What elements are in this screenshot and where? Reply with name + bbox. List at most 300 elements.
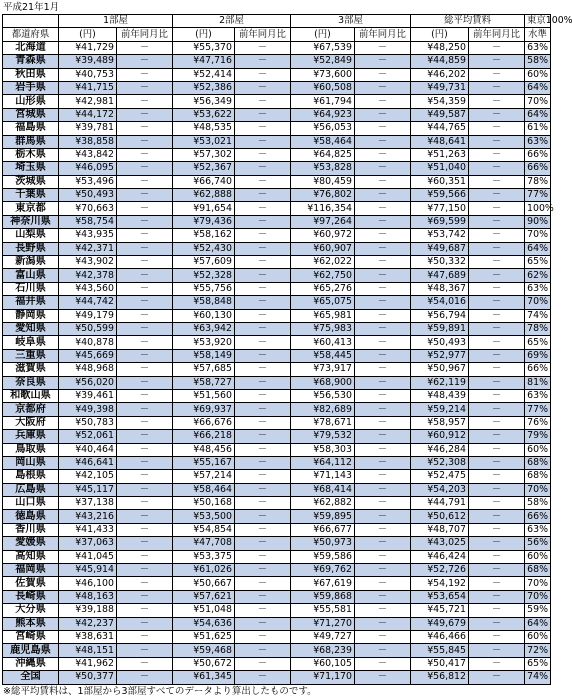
header-yoy: 前年同月比 [355, 28, 411, 41]
rent-3room-cell: ¥60,907 [291, 242, 355, 255]
tokyo-ratio-cell: 70% [525, 296, 551, 309]
rent-3room-cell: ¥60,105 [291, 657, 355, 670]
yoy-2room-cell: － [235, 309, 291, 322]
rent-average-cell: ¥54,203 [411, 483, 469, 496]
rent-3room-cell: ¥59,895 [291, 510, 355, 523]
yoy-2room-cell: － [235, 550, 291, 563]
prefecture-cell: 茨城県 [3, 175, 59, 188]
yoy-average-cell: － [469, 389, 525, 402]
table-row [3, 135, 551, 148]
rent-average-cell: ¥62,119 [411, 376, 469, 389]
header-yen: (円) [411, 28, 469, 41]
rent-average-cell: ¥46,202 [411, 68, 469, 81]
table-row [3, 148, 551, 161]
yoy-3room-cell: － [355, 135, 411, 148]
rent-average-cell: ¥50,612 [411, 510, 469, 523]
yoy-1room-cell: － [117, 336, 173, 349]
rent-2room-cell: ¥53,375 [173, 550, 235, 563]
table-row [3, 497, 551, 510]
yoy-average-cell: － [469, 537, 525, 550]
header-group-2room: 2部屋 [173, 15, 291, 28]
rent-3room-cell: ¥78,671 [291, 416, 355, 429]
rent-3room-cell: ¥71,270 [291, 617, 355, 630]
rent-3room-cell: ¥62,750 [291, 269, 355, 282]
prefecture-cell: 沖縄県 [3, 657, 59, 670]
rent-3room-cell: ¥67,539 [291, 41, 355, 54]
rent-1room-cell: ¥49,179 [59, 309, 117, 322]
rent-1room-cell: ¥50,493 [59, 189, 117, 202]
rent-1room-cell: ¥70,663 [59, 202, 117, 215]
rent-1room-cell: ¥42,237 [59, 617, 117, 630]
tokyo-ratio-cell: 63% [525, 135, 551, 148]
yoy-1room-cell: － [117, 41, 173, 54]
prefecture-cell: 群馬県 [3, 135, 59, 148]
table-row [3, 523, 551, 536]
rent-average-cell: ¥43,025 [411, 537, 469, 550]
rent-1room-cell: ¥44,742 [59, 296, 117, 309]
yoy-1room-cell: － [117, 510, 173, 523]
table-row [3, 550, 551, 563]
tokyo-ratio-cell: 68% [525, 564, 551, 577]
yoy-2room-cell: － [235, 604, 291, 617]
yoy-1room-cell: － [117, 604, 173, 617]
yoy-3room-cell: － [355, 122, 411, 135]
yoy-2room-cell: － [235, 135, 291, 148]
prefecture-cell: 山形県 [3, 95, 59, 108]
tokyo-ratio-cell: 64% [525, 242, 551, 255]
rent-average-cell: ¥49,587 [411, 108, 469, 121]
yoy-average-cell: － [469, 470, 525, 483]
yoy-3room-cell: － [355, 403, 411, 416]
yoy-3room-cell: － [355, 269, 411, 282]
prefecture-cell: 福井県 [3, 296, 59, 309]
rent-2room-cell: ¥52,328 [173, 269, 235, 282]
tokyo-ratio-cell: 70% [525, 577, 551, 590]
rent-2room-cell: ¥60,130 [173, 309, 235, 322]
yoy-3room-cell: － [355, 282, 411, 295]
table-row [3, 229, 551, 242]
prefecture-cell: 神奈川県 [3, 215, 59, 228]
prefecture-cell: 山口県 [3, 497, 59, 510]
rent-2room-cell: ¥57,609 [173, 256, 235, 269]
rent-3room-cell: ¥80,459 [291, 175, 355, 188]
rent-1room-cell: ¥48,151 [59, 644, 117, 657]
yoy-2room-cell: － [235, 376, 291, 389]
tokyo-ratio-cell: 59% [525, 604, 551, 617]
yoy-2room-cell: － [235, 430, 291, 443]
table-row [3, 644, 551, 657]
yoy-average-cell: － [469, 309, 525, 322]
yoy-average-cell: － [469, 430, 525, 443]
rent-2room-cell: ¥58,162 [173, 229, 235, 242]
rent-3room-cell: ¥66,677 [291, 523, 355, 536]
yoy-average-cell: － [469, 242, 525, 255]
prefecture-cell: 岡山県 [3, 456, 59, 469]
yoy-2room-cell: － [235, 510, 291, 523]
yoy-average-cell: － [469, 135, 525, 148]
rent-1room-cell: ¥46,095 [59, 162, 117, 175]
rent-2room-cell: ¥52,430 [173, 242, 235, 255]
rent-2room-cell: ¥47,716 [173, 55, 235, 68]
yoy-2room-cell: － [235, 296, 291, 309]
table-row [3, 657, 551, 670]
table-row [3, 363, 551, 376]
tokyo-ratio-cell: 66% [525, 510, 551, 523]
prefecture-cell: 高知県 [3, 550, 59, 563]
yoy-average-cell: － [469, 108, 525, 121]
prefecture-cell: 広島県 [3, 483, 59, 496]
yoy-2room-cell: － [235, 282, 291, 295]
yoy-3room-cell: － [355, 55, 411, 68]
yoy-1room-cell: － [117, 256, 173, 269]
table-row [3, 416, 551, 429]
rent-average-cell: ¥48,707 [411, 523, 469, 536]
yoy-3room-cell: － [355, 604, 411, 617]
table-row [3, 671, 551, 684]
rent-2room-cell: ¥61,345 [173, 671, 235, 684]
rent-3room-cell: ¥64,112 [291, 456, 355, 469]
prefecture-cell: 愛知県 [3, 322, 59, 335]
yoy-3room-cell: － [355, 550, 411, 563]
tokyo-ratio-cell: 56% [525, 537, 551, 550]
yoy-3room-cell: － [355, 416, 411, 429]
rent-2room-cell: ¥57,214 [173, 470, 235, 483]
yoy-average-cell: － [469, 550, 525, 563]
yoy-1room-cell: － [117, 389, 173, 402]
yoy-average-cell: － [469, 122, 525, 135]
rent-average-cell: ¥48,439 [411, 389, 469, 402]
tokyo-ratio-cell: 65% [525, 657, 551, 670]
yoy-1room-cell: － [117, 269, 173, 282]
rent-3room-cell: ¥71,170 [291, 671, 355, 684]
tokyo-ratio-cell: 79% [525, 430, 551, 443]
rent-3room-cell: ¥65,276 [291, 282, 355, 295]
tokyo-ratio-cell: 60% [525, 550, 551, 563]
rent-3room-cell: ¥73,600 [291, 68, 355, 81]
yoy-2room-cell: － [235, 590, 291, 603]
rent-3room-cell: ¥65,075 [291, 296, 355, 309]
yoy-average-cell: － [469, 483, 525, 496]
yoy-average-cell: － [469, 497, 525, 510]
yoy-2room-cell: － [235, 523, 291, 536]
rent-2room-cell: ¥52,367 [173, 162, 235, 175]
table-row [3, 590, 551, 603]
yoy-1room-cell: － [117, 564, 173, 577]
rent-1room-cell: ¥43,560 [59, 282, 117, 295]
footnote: ※総平均賃料は、1部屋から3部屋すべてのデータより算出したものです。 [3, 686, 317, 697]
table-row [3, 108, 551, 121]
yoy-average-cell: － [469, 95, 525, 108]
rent-2room-cell: ¥55,756 [173, 282, 235, 295]
yoy-average-cell: － [469, 510, 525, 523]
yoy-2room-cell: － [235, 416, 291, 429]
yoy-3room-cell: － [355, 470, 411, 483]
yoy-3room-cell: － [355, 189, 411, 202]
tokyo-ratio-cell: 64% [525, 617, 551, 630]
prefecture-cell: 愛媛県 [3, 537, 59, 550]
yoy-1room-cell: － [117, 282, 173, 295]
rent-1room-cell: ¥42,378 [59, 269, 117, 282]
rent-average-cell: ¥45,721 [411, 604, 469, 617]
rent-3room-cell: ¥116,354 [291, 202, 355, 215]
yoy-1room-cell: － [117, 403, 173, 416]
table-row [3, 282, 551, 295]
yoy-2room-cell: － [235, 497, 291, 510]
rent-3room-cell: ¥68,900 [291, 376, 355, 389]
table-row [3, 564, 551, 577]
header-yen: (円) [173, 28, 235, 41]
yoy-2room-cell: － [235, 671, 291, 684]
prefecture-cell: 佐賀県 [3, 577, 59, 590]
rent-average-cell: ¥51,040 [411, 162, 469, 175]
tokyo-ratio-cell: 70% [525, 95, 551, 108]
yoy-average-cell: － [469, 81, 525, 94]
rent-average-cell: ¥55,845 [411, 644, 469, 657]
yoy-average-cell: － [469, 269, 525, 282]
prefecture-cell: 鳥取県 [3, 443, 59, 456]
tokyo-ratio-cell: 69% [525, 349, 551, 362]
rent-average-cell: ¥53,654 [411, 590, 469, 603]
yoy-3room-cell: － [355, 630, 411, 643]
rent-average-cell: ¥52,475 [411, 470, 469, 483]
prefecture-cell: 石川県 [3, 282, 59, 295]
prefecture-cell: 富山県 [3, 269, 59, 282]
yoy-3room-cell: － [355, 296, 411, 309]
tokyo-ratio-cell: 65% [525, 256, 551, 269]
rent-2room-cell: ¥66,218 [173, 430, 235, 443]
yoy-1room-cell: － [117, 108, 173, 121]
tokyo-ratio-cell: 61% [525, 122, 551, 135]
yoy-1room-cell: － [117, 523, 173, 536]
table-row [3, 577, 551, 590]
rent-1room-cell: ¥58,754 [59, 215, 117, 228]
rent-2room-cell: ¥57,302 [173, 148, 235, 161]
table-row [3, 604, 551, 617]
tokyo-ratio-cell: 66% [525, 162, 551, 175]
yoy-2room-cell: － [235, 162, 291, 175]
yoy-2room-cell: － [235, 148, 291, 161]
rent-2room-cell: ¥53,500 [173, 510, 235, 523]
prefecture-cell: 奈良県 [3, 376, 59, 389]
tokyo-ratio-cell: 66% [525, 363, 551, 376]
header-yen: (円) [59, 28, 117, 41]
table-row [3, 175, 551, 188]
rent-average-cell: ¥48,250 [411, 41, 469, 54]
yoy-1room-cell: － [117, 630, 173, 643]
yoy-1room-cell: － [117, 470, 173, 483]
rent-1room-cell: ¥46,100 [59, 577, 117, 590]
rent-table [2, 14, 573, 685]
rent-average-cell: ¥58,957 [411, 416, 469, 429]
tokyo-ratio-cell: 62% [525, 269, 551, 282]
tokyo-ratio-cell: 64% [525, 81, 551, 94]
tokyo-ratio-cell: 64% [525, 108, 551, 121]
prefecture-cell: 長野県 [3, 242, 59, 255]
table-row [3, 349, 551, 362]
rent-1room-cell: ¥41,729 [59, 41, 117, 54]
rent-3room-cell: ¥68,414 [291, 483, 355, 496]
rent-average-cell: ¥49,687 [411, 242, 469, 255]
yoy-2room-cell: － [235, 389, 291, 402]
table-row [3, 470, 551, 483]
rent-average-cell: ¥47,689 [411, 269, 469, 282]
yoy-3room-cell: － [355, 215, 411, 228]
rent-average-cell: ¥69,599 [411, 215, 469, 228]
yoy-1room-cell: － [117, 430, 173, 443]
yoy-1room-cell: － [117, 202, 173, 215]
tokyo-ratio-cell: 63% [525, 282, 551, 295]
yoy-1room-cell: － [117, 215, 173, 228]
tokyo-ratio-cell: 58% [525, 55, 551, 68]
header-yoy: 前年同月比 [117, 28, 173, 41]
yoy-1room-cell: － [117, 483, 173, 496]
yoy-3room-cell: － [355, 309, 411, 322]
yoy-3room-cell: － [355, 564, 411, 577]
yoy-1room-cell: － [117, 443, 173, 456]
prefecture-cell: 北海道 [3, 41, 59, 54]
tokyo-ratio-cell: 68% [525, 470, 551, 483]
yoy-3room-cell: － [355, 657, 411, 670]
yoy-3room-cell: － [355, 95, 411, 108]
header-row-groups [3, 15, 551, 28]
rent-1room-cell: ¥41,715 [59, 81, 117, 94]
rent-3room-cell: ¥68,239 [291, 644, 355, 657]
rent-1room-cell: ¥39,461 [59, 389, 117, 402]
tokyo-ratio-cell: 90% [525, 215, 551, 228]
rent-3room-cell: ¥76,802 [291, 189, 355, 202]
tokyo-ratio-cell: 81% [525, 376, 551, 389]
yoy-1room-cell: － [117, 349, 173, 362]
tokyo-ratio-cell: 63% [525, 389, 551, 402]
yoy-1room-cell: － [117, 550, 173, 563]
yoy-average-cell: － [469, 443, 525, 456]
yoy-average-cell: － [469, 617, 525, 630]
rent-2room-cell: ¥50,672 [173, 657, 235, 670]
rent-2room-cell: ¥91,654 [173, 202, 235, 215]
rent-2room-cell: ¥58,464 [173, 483, 235, 496]
prefecture-cell: 熊本県 [3, 617, 59, 630]
yoy-1room-cell: － [117, 671, 173, 684]
rent-average-cell: ¥48,367 [411, 282, 469, 295]
yoy-1room-cell: － [117, 55, 173, 68]
rent-3room-cell: ¥62,882 [291, 497, 355, 510]
tokyo-ratio-cell: 68% [525, 456, 551, 469]
tokyo-ratio-cell: 78% [525, 322, 551, 335]
yoy-2room-cell: － [235, 336, 291, 349]
prefecture-cell: 福岡県 [3, 564, 59, 577]
tokyo-ratio-cell: 77% [525, 189, 551, 202]
table-row [3, 483, 551, 496]
rent-1room-cell: ¥46,641 [59, 456, 117, 469]
rent-1room-cell: ¥43,216 [59, 510, 117, 523]
rent-3room-cell: ¥64,825 [291, 148, 355, 161]
rent-3room-cell: ¥58,464 [291, 135, 355, 148]
rent-average-cell: ¥49,679 [411, 617, 469, 630]
yoy-3room-cell: － [355, 148, 411, 161]
table-row [3, 55, 551, 68]
prefecture-cell: 宮崎県 [3, 630, 59, 643]
rent-average-cell: ¥54,016 [411, 296, 469, 309]
yoy-3room-cell: － [355, 242, 411, 255]
rent-average-cell: ¥44,859 [411, 55, 469, 68]
yoy-3room-cell: － [355, 537, 411, 550]
rent-1room-cell: ¥37,063 [59, 537, 117, 550]
yoy-2room-cell: － [235, 189, 291, 202]
rent-2room-cell: ¥54,854 [173, 523, 235, 536]
header-prefecture: 都道府県 [3, 28, 59, 41]
tokyo-ratio-cell: 65% [525, 336, 551, 349]
rent-1room-cell: ¥40,878 [59, 336, 117, 349]
yoy-1room-cell: － [117, 148, 173, 161]
yoy-2room-cell: － [235, 322, 291, 335]
prefecture-cell: 秋田県 [3, 68, 59, 81]
yoy-2room-cell: － [235, 456, 291, 469]
table-row [3, 95, 551, 108]
rent-1room-cell: ¥52,061 [59, 430, 117, 443]
rent-2room-cell: ¥69,937 [173, 403, 235, 416]
yoy-3room-cell: － [355, 108, 411, 121]
tokyo-ratio-cell: 70% [525, 229, 551, 242]
yoy-3room-cell: － [355, 41, 411, 54]
table-row [3, 296, 551, 309]
rent-3room-cell: ¥79,532 [291, 430, 355, 443]
yoy-3room-cell: － [355, 590, 411, 603]
yoy-1room-cell: － [117, 162, 173, 175]
prefecture-cell: 大阪府 [3, 416, 59, 429]
header-yoy: 前年同月比 [235, 28, 291, 41]
rent-3room-cell: ¥60,972 [291, 229, 355, 242]
rent-2room-cell: ¥57,685 [173, 363, 235, 376]
table-row [3, 189, 551, 202]
rent-3room-cell: ¥75,983 [291, 322, 355, 335]
rent-average-cell: ¥50,417 [411, 657, 469, 670]
yoy-3room-cell: － [355, 256, 411, 269]
tokyo-ratio-cell: 60% [525, 68, 551, 81]
rent-3room-cell: ¥59,868 [291, 590, 355, 603]
rent-3room-cell: ¥67,619 [291, 577, 355, 590]
prefecture-cell: 新潟県 [3, 256, 59, 269]
rent-1room-cell: ¥39,489 [59, 55, 117, 68]
yoy-1room-cell: － [117, 376, 173, 389]
rent-1room-cell: ¥43,842 [59, 148, 117, 161]
yoy-2room-cell: － [235, 242, 291, 255]
rent-2room-cell: ¥54,636 [173, 617, 235, 630]
rent-3room-cell: ¥55,581 [291, 604, 355, 617]
rent-average-cell: ¥50,332 [411, 256, 469, 269]
rent-3room-cell: ¥62,022 [291, 256, 355, 269]
rent-2room-cell: ¥62,888 [173, 189, 235, 202]
rent-1room-cell: ¥39,188 [59, 604, 117, 617]
rent-2room-cell: ¥52,386 [173, 81, 235, 94]
yoy-2room-cell: － [235, 229, 291, 242]
table-row [3, 215, 551, 228]
yoy-1room-cell: － [117, 456, 173, 469]
tokyo-ratio-cell: 58% [525, 497, 551, 510]
rent-3room-cell: ¥60,413 [291, 336, 355, 349]
rent-1room-cell: ¥41,045 [59, 550, 117, 563]
yoy-3room-cell: － [355, 497, 411, 510]
yoy-3room-cell: － [355, 336, 411, 349]
rent-3room-cell: ¥97,264 [291, 215, 355, 228]
table-row [3, 242, 551, 255]
yoy-average-cell: － [469, 148, 525, 161]
rent-3room-cell: ¥53,828 [291, 162, 355, 175]
rent-2room-cell: ¥57,621 [173, 590, 235, 603]
prefecture-cell: 三重県 [3, 349, 59, 362]
yoy-2room-cell: － [235, 55, 291, 68]
yoy-average-cell: － [469, 282, 525, 295]
yoy-2room-cell: － [235, 470, 291, 483]
